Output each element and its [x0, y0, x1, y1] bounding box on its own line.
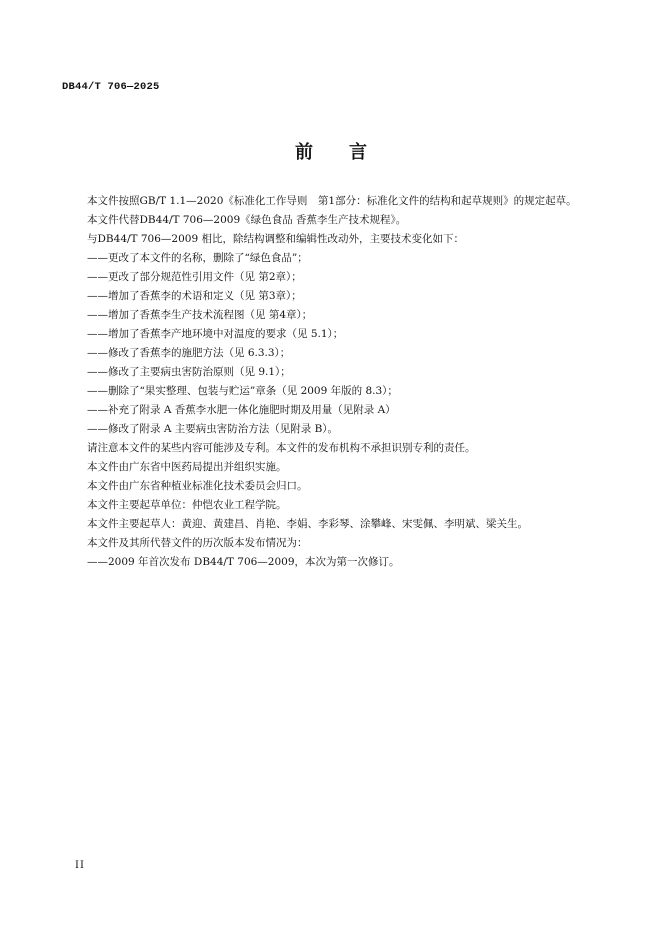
change-item: ——删除了“果实整理、包装与贮运”章条（见 2009 年版的 8.3）； [87, 385, 398, 397]
change-item: ——修改了主要病虫害防治原则（见 9.1）； [87, 366, 291, 378]
page-number: II [75, 860, 85, 871]
paragraph-drafters: 本文件主要起草人：黄迎、黄建昌、肖艳、李娟、李彩琴、涂攀峰、宋雯佩、李明斌、梁关生。 [87, 518, 528, 530]
change-item: ——更改了部分规范性引用文件（见 第2章）； [87, 271, 302, 283]
change-item: ——增加了香蕉李产地环境中对温度的要求（见 5.1）； [87, 328, 344, 340]
title-char-2: 言 [349, 142, 367, 163]
paragraph-basis: 本文件按照GB/T 1.1—2020《标准化工作导则 第1部分：标准化文件的结构和起草规则》的规定起草。 [87, 195, 577, 207]
history-item: ——2009 年首次发布 DB44/T 706—2009，本次为第一次修订。 [87, 556, 400, 568]
change-item: ——增加了香蕉李的术语和定义（见 第3章）； [87, 290, 302, 302]
paragraph-committee: 本文件由广东省种植业标准化技术委员会归口。 [87, 480, 308, 492]
paragraph-changes-intro: 与DB44/T 706—2009 相比，除结构调整和编辑性改动外，主要技术变化如下： [87, 233, 464, 245]
title-char-1: 前 [295, 142, 313, 163]
standard-code: DB44/T 706—2025 [62, 81, 160, 93]
paragraph-replaces: 本文件代替DB44/T 706—2009《绿色食品 香蕉李生产技术规程》。 [87, 214, 407, 226]
change-item: ——修改了附录 A 主要病虫害防治方法（见附录 B）。 [87, 423, 339, 435]
paragraph-patent-notice: 请注意本文件的某些内容可能涉及专利。本文件的发布机构不承担识别专利的责任。 [87, 442, 476, 454]
page-title [0, 138, 662, 164]
change-item: ——修改了香蕉李的施肥方法（见 6.3.3）； [87, 347, 291, 359]
paragraph-drafting-unit: 本文件主要起草单位：仲恺农业工程学院。 [87, 499, 287, 511]
change-item: ——补充了附录 A 香蕉李水肥一体化施肥时期及用量（见附录 A） [87, 404, 396, 416]
paragraph-proposer: 本文件由广东省中医药局提出并组织实施。 [87, 461, 287, 473]
change-item: ——增加了香蕉李生产技术流程图（见 第4章）； [87, 309, 313, 321]
foreword-body [62, 192, 602, 572]
paragraph-history-intro: 本文件及其所代替文件的历次版本发布情况为： [87, 537, 308, 549]
change-item: ——更改了本文件的名称，删除了“绿色食品”； [87, 252, 308, 264]
